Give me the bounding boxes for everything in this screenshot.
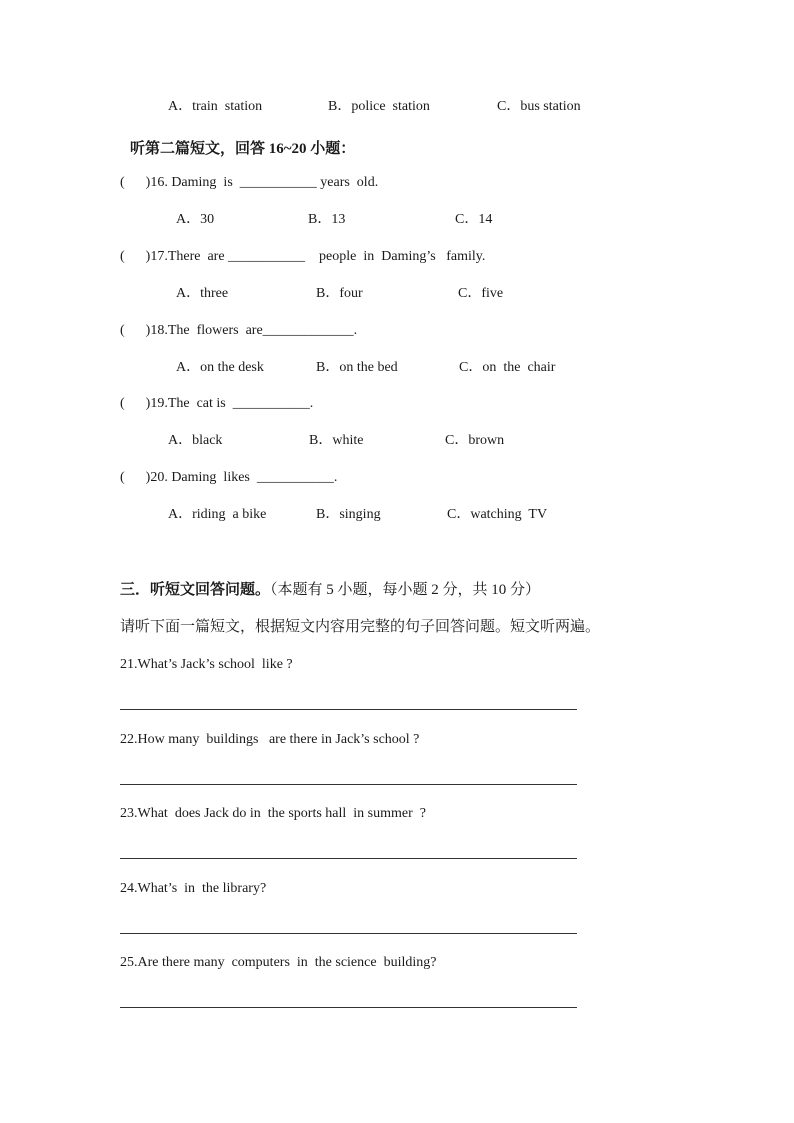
question-20-option-b: B．singing [316, 507, 381, 522]
question-23: 23.What does Jack do in the sports hall in summer ? [120, 806, 426, 821]
question-21: 21.What’s Jack’s school like ? [120, 657, 293, 672]
question-24: 24.What’s in the library? [120, 881, 267, 896]
answer-line-22[interactable] [120, 784, 577, 785]
question-20-stem: ( )20. Daming likes ___________. [120, 470, 338, 485]
question-16-stem: ( )16. Daming is ___________ years old. [120, 175, 379, 190]
question-17-option-c: C．five [458, 286, 504, 301]
question-18-option-c: C．on the chair [459, 360, 556, 375]
option-a-train-station: A．train station [168, 99, 263, 114]
question-16-option-b: B．13 [308, 212, 346, 227]
section3-title-main: 三．听短文回答问题。 [120, 582, 271, 598]
question-16-option-a: A．30 [176, 212, 215, 227]
question-18-option-b: B．on the bed [316, 360, 398, 375]
question-18-stem: ( )18.The flowers are_____________. [120, 323, 358, 338]
question-20-option-c: C．watching TV [447, 507, 548, 522]
section3-title-scoring: （本题有 5 小题，每小题 2 分，共 10 分） [270, 582, 541, 598]
question-19-option-b: B．white [309, 433, 364, 448]
option-c-bus-station: C．bus station [497, 99, 581, 114]
section3-title [120, 581, 540, 599]
question-19-option-c: C．brown [445, 433, 505, 448]
question-20-option-a: A．riding a bike [168, 507, 267, 522]
question-18-option-a: A．on the desk [176, 360, 264, 375]
question-17-option-b: B．four [316, 286, 363, 301]
answer-line-21[interactable] [120, 709, 577, 710]
question-25: 25.Are there many computers in the science building? [120, 955, 437, 970]
section2-heading: 听第二篇短文，回答 16~20 小题： [130, 141, 356, 157]
question-19-option-a: A．black [168, 433, 223, 448]
question-16-option-c: C．14 [455, 212, 493, 227]
option-b-police-station: B．police station [328, 99, 430, 114]
answer-line-25[interactable] [120, 1007, 577, 1008]
question-22: 22.How many buildings are there in Jack’s school ? [120, 732, 420, 747]
answer-line-23[interactable] [120, 858, 577, 859]
question-17-option-a: A．three [176, 286, 229, 301]
answer-line-24[interactable] [120, 933, 577, 934]
section3-instruction: 请听下面一篇短文，根据短文内容用完整的句子回答问题。短文听两遍。 [120, 619, 601, 635]
question-19-stem: ( )19.The cat is ___________. [120, 396, 314, 411]
question-17-stem: ( )17.There are ___________ people in Daming’s family. [120, 249, 486, 264]
